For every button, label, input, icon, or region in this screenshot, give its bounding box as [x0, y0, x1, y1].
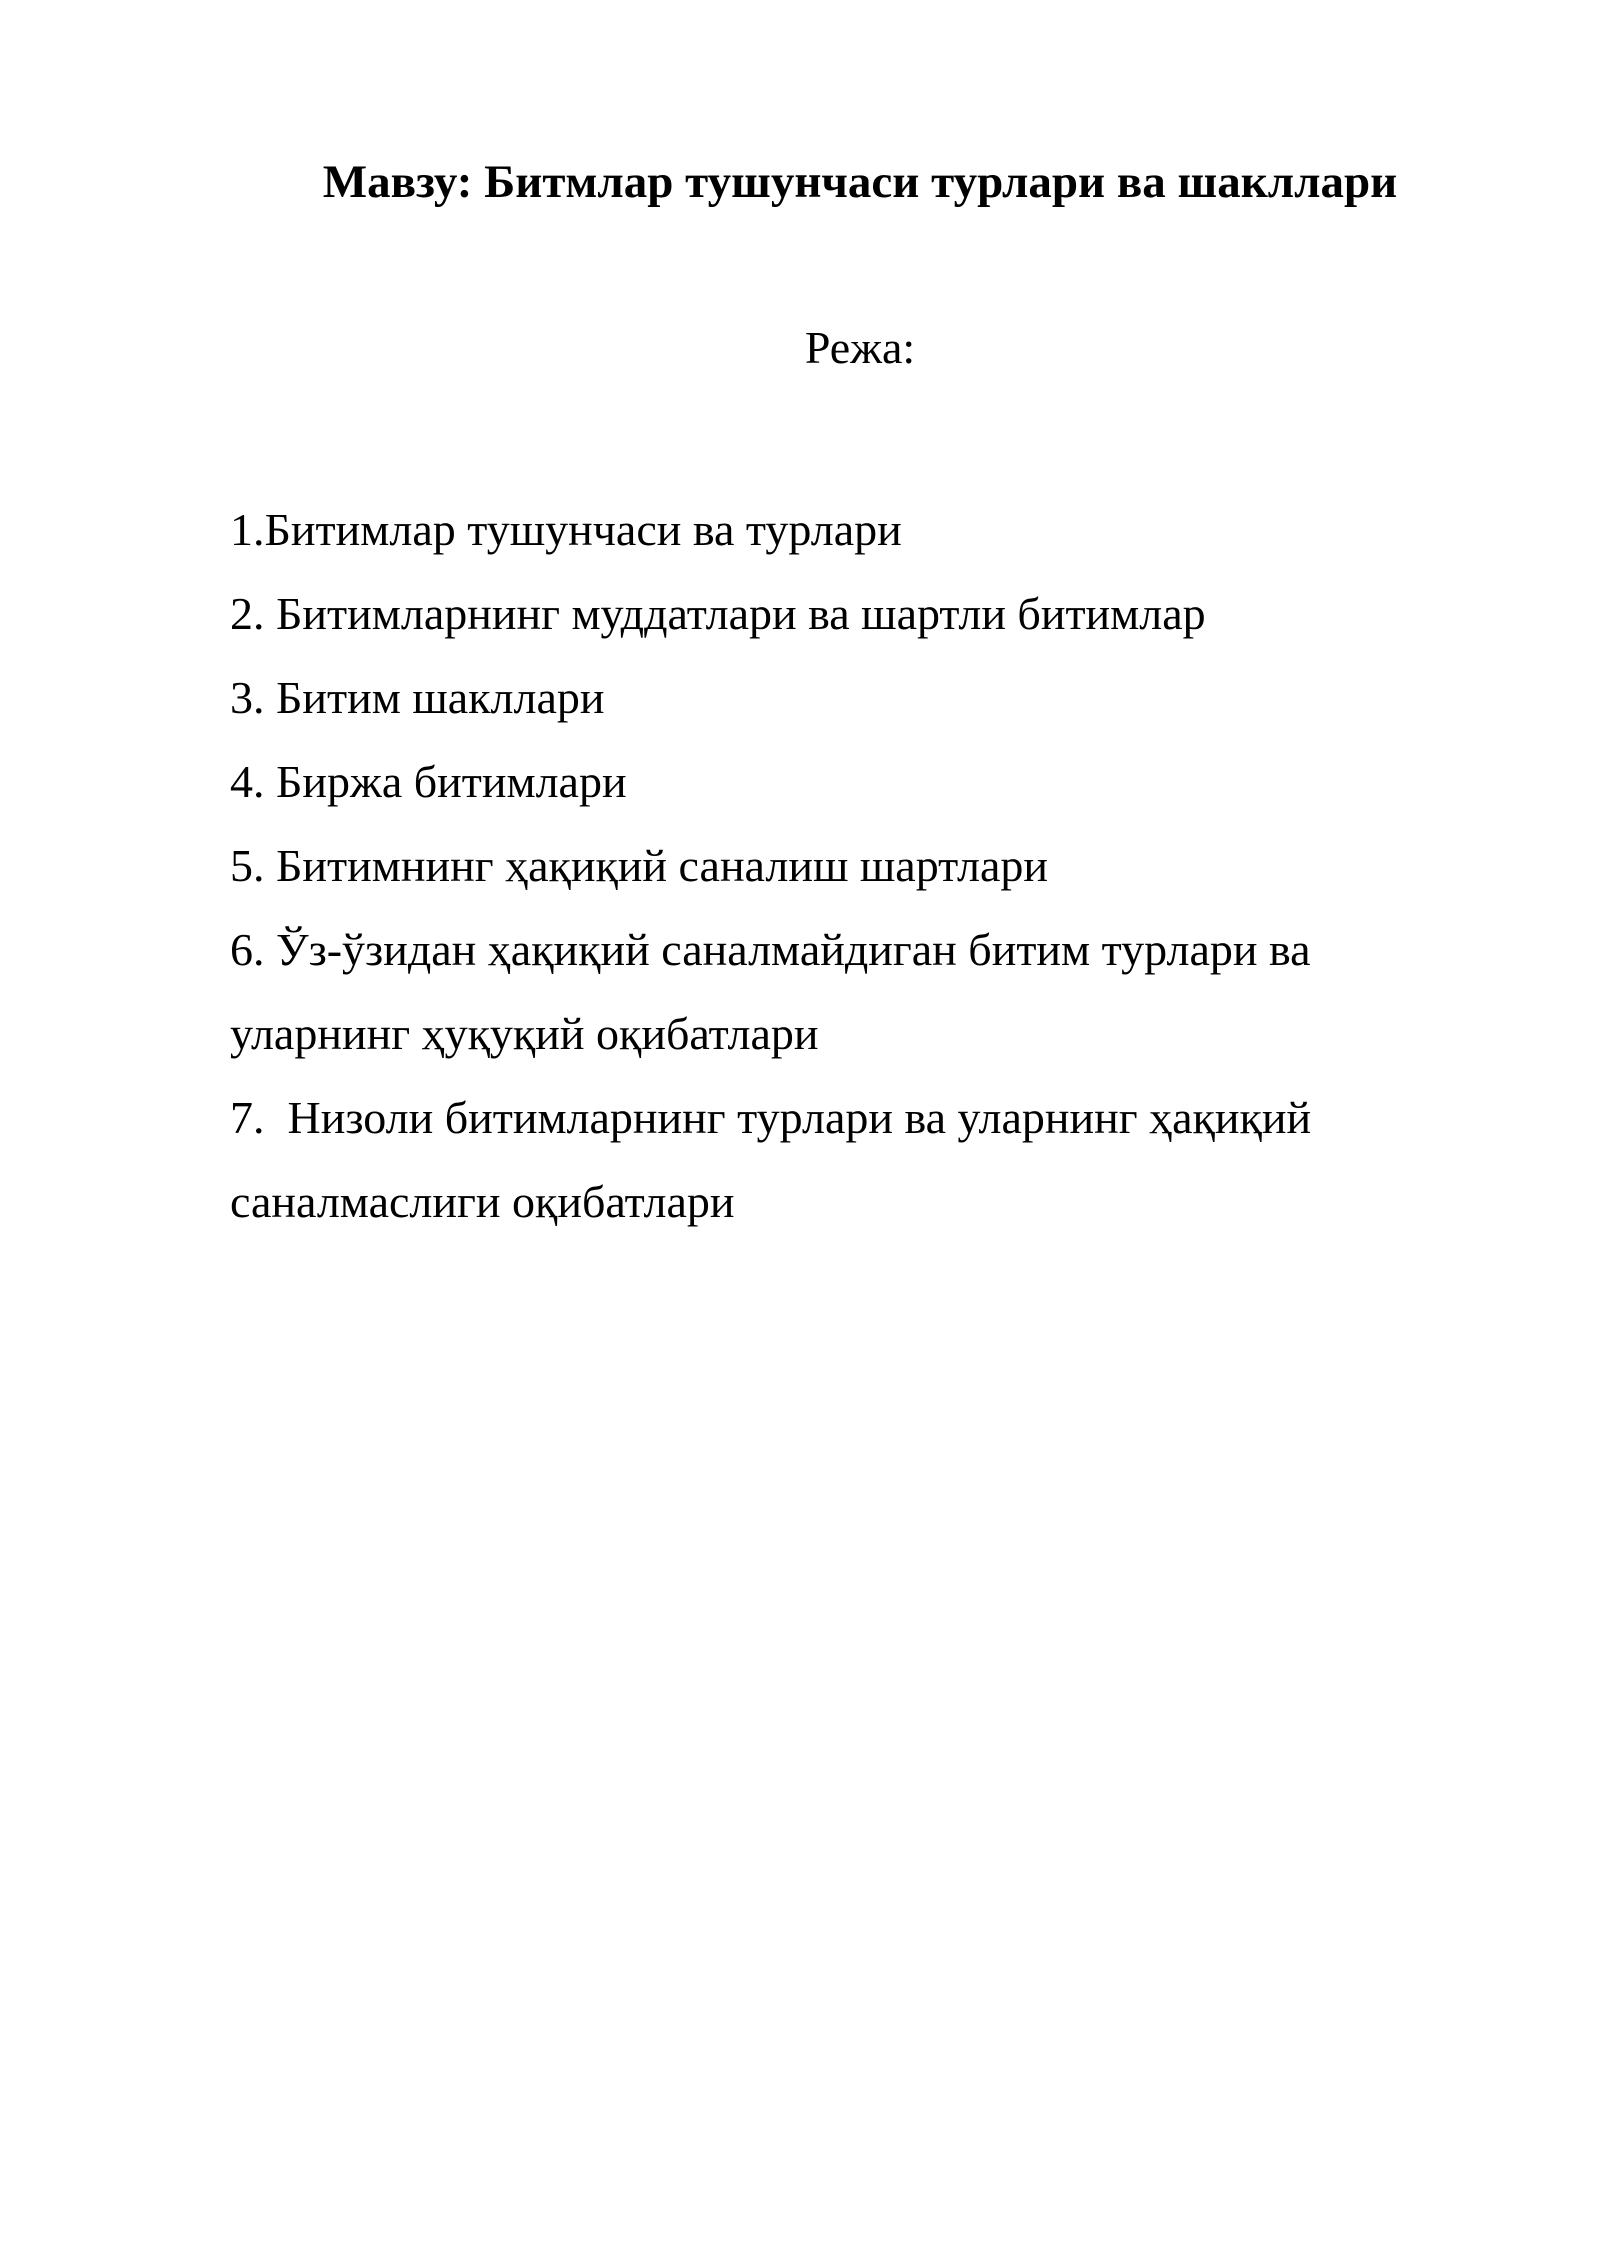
plan-list [230, 488, 1410, 1244]
plan-item-2: 2. Битимларнинг муддатлари ва шартли битимлар [230, 588, 1206, 639]
plan-item-4: 4. Биржа битимлари [230, 756, 627, 807]
page-title: Мавзу: Битмлар тушунчаси турлари ва шакллари [322, 156, 1398, 208]
plan-heading: Режа: [804, 322, 916, 373]
plan-item-7: 7. Низоли битимларнинг турлари ва уларнинг ҳақиқий саналмаслиги оқибатлари [230, 1092, 1323, 1227]
plan-item-3: 3. Битим шакллари [230, 672, 605, 723]
plan-item-6: 6. Ўз-ўзидан ҳақиқий саналмайдиган битим турлари ва уларнинг ҳуқуқий оқибатлари [230, 924, 1323, 1059]
plan-item-1: 1.Битимлар тушунчаси ва турлари [230, 504, 902, 555]
plan-item-5: 5. Битимнинг ҳақиқий саналиш шартлари [230, 840, 1049, 891]
